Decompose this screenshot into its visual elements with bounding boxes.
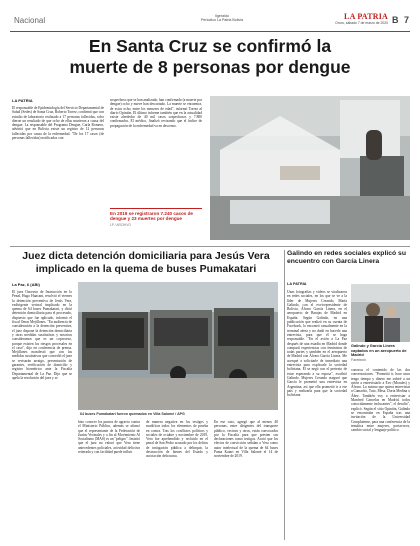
dateline: La Paz, 6 (ABI) [12, 282, 40, 287]
article-column-2: sospechoso que se han analizado, han confirmado (a muerte por dengue) ocho y nueve han descartado. La muerte se encuentra, de estos ocho, entre los menores de edad", informó Torrez al diario Opinión. El último informe también que en la actualidad existe alrededor de 40 mil casos sospechosos y 7.800 confirmados. El médico, finalizó revisando que el índice de propagación de la enfermedad va en descenso. [110, 98, 202, 128]
article-column-1: El juez Onceavo de Instrucción en lo Penal, Hugo Huacani, resolvió el viernes la detención preventiva de Jesús Vera, exdirigente vecinal implicado en la quema de 64 buses Pumakatari, y dictó detención domiciliaria para el procesado, dispuesto que fue aplicado, informó el fiscal Omar Mejillones. "En audiencia de consideración a la detención preventiva, el juez dispone la detención domiciliaria y otras medidas sustitutivas y nosotros consideramos que es un coproceso, porque existen los riesgos procesales en el caso", dijo en conferencia de prensa. Mejillones manifestó que con las medidas sustitutivas que concedió el juez se revisarán arraigo, presentación de garantes, verificación de domicilio y registro biométrico ante la Fiscalía Departamental de La Paz. Dijo que se apela la resolución del juez y se [12, 290, 72, 380]
dengue-ward-photo [210, 96, 410, 240]
article-dengue [10, 36, 410, 242]
page-number: 7 [404, 15, 410, 25]
page-letter: B [392, 15, 399, 25]
issue-date: Oruro, sábado 7 de marzo de 2020 [335, 21, 388, 25]
article-column-2: conozca el contenido de las dos conversaciones. "Prometió ir, hace unos tengo tiempo y dinero me subiré a un avión a entrevistarlo a Evo (Morales) y Álvaro. Lo mismo que quiera entrevistar a Camacho, Tuto, Mesa, Doria Medina o Áñez. También voy a entrevistar a Manfred Cancelas en Madrid, todos conocidamente inclucantes", el desafío", explicó. Según el sitio Opinión, Galindo se encontraba en España tras una invitación de la Universidad Complutense, para una conferencia de la temática entre mujeres, portavoces, cambio social y lenguaje político. [351, 368, 410, 433]
headline: Juez dicta detención domiciliaria para Jesús Vera implicado en la quema de buses Pumakatari [22, 250, 270, 275]
masthead-brand [328, 12, 388, 25]
page-header [10, 10, 410, 32]
article-galindo [287, 250, 410, 540]
article-column-2: hizo conocer los puntos de agravio contra el Ministerio Público, además se afirmó que el representante de la Federación de Juntas Vecinales y a fin al Movimiento Al Socialismo (MAS) es un "peligro". Insistió que el juez no valoró que Vera tiene antecedentes policiales, actividad delictiva reiterada y con facilidad puede influir [78, 420, 140, 455]
headline: En Santa Cruz se confirmó la muerte de 8 personas por dengue [69, 36, 351, 77]
article-column-3: de manera negativa en los testigos y modificar todos los elementos de prueba en contra. Tras los conflictos políticos y sociales de octubre y noviembre de 2019, Vera fue aprehendido y recluido en el penal de San Pedro acusado por los delitos de instigación pública a delinquir, la destrucción de bienes del Estado y asociación delictuosa. [146, 420, 208, 459]
byline: LA PATRIA [12, 98, 33, 103]
center-logo: Ilgeraldo Periodico La Patria Bolivia [201, 14, 243, 22]
article-column-1: El responsable de Epidemiología del Servicio Departamental de Salud (Sedes) de Santa Cruz, Roberto Torrez, confirmó que con estudio de laboratorio realizado a 17 personas fallecidas, ocho dieron un resultado de que ocho de ellas murieron a causa del dengue. La responsable del Programa Dengue, Carla Romero, advirtió que en Bolivia existe un registro de 12 personas fallecidas por causa de la enfermedad. "De los 17 casos (de personas fallecidas) notificados con [12, 106, 104, 141]
article-column-1: Unas fotografías y videos se viralizaron en redes sociales, en los que se ve a la líder de Mujeres Creando, María Galindo, con el exvicepresidente de Bolivia, Álvaro García Linera, en el aeropuerto de Barajas de Madrid en España. Según Galindo, en una publicación que realizó en su cuenta de Facebook, lo encontró casualmente en la terminal aérea y no dudó en hacerle una entrevista, para que él se haga responsable. "En el avión a La Paz después de una estadía en Madrid donde compartí experiencias con feministas de todas partes y también en el aeropuerto de Madrid con Álvaro García Linera. Me acerqué a solicitarle de inmediato una entrevista para explicarle la sociedad boliviana. El se negó con el pretexto de estar esperando a su esposa", escribió Galindo. Mujeres Creando aseguró que García le prometió una entrevista en Argentina, así que ella prometió ir a ese país y realizarla para que la sociedad boliviana [287, 290, 347, 398]
byline: LA PATRIA [287, 282, 307, 286]
airport-encounter-illustration [351, 284, 410, 342]
galindo-garcia-linera-photo [351, 284, 410, 342]
brand-name: LA PATRIA [344, 12, 388, 21]
section-divider [10, 246, 410, 247]
column-divider [284, 250, 285, 540]
burned-buses-photo [78, 282, 278, 410]
buses-illustration [78, 282, 278, 410]
article-jesus-vera [10, 250, 282, 540]
highlight-text: En 2019 se registraron 7.240 casos de dengue y 23 muertes por dengue [110, 211, 193, 222]
article-column-4: En ese caso, agregó que al menos 40 personas, entre dirigentes del transporte público, vecinos y otros, están convocados por la Fiscalía para que presten sus declaraciones como testigos. Acotó que los efectos de convicción señalan a Vera como autor intelectual de la quema de 64 buses Puma Katari en Villa Salomé el 14 de noviembre de 2019. [214, 420, 278, 459]
hospital-ward-illustration [210, 96, 410, 240]
highlight-box [110, 208, 202, 227]
photo-caption: Galindo y García Linera captados en un aeropuerto de Madrid Facebook [351, 343, 407, 362]
section-label: Nacional [14, 16, 46, 25]
highlight-source: LP / ARCHIVO [110, 222, 131, 227]
headline: Galindo en redes sociales explicó su encuentro con García Linera [287, 250, 406, 265]
photo-caption: 64 buses Pumakatari fueron quemados en Villa Salomé / APG [80, 412, 185, 416]
